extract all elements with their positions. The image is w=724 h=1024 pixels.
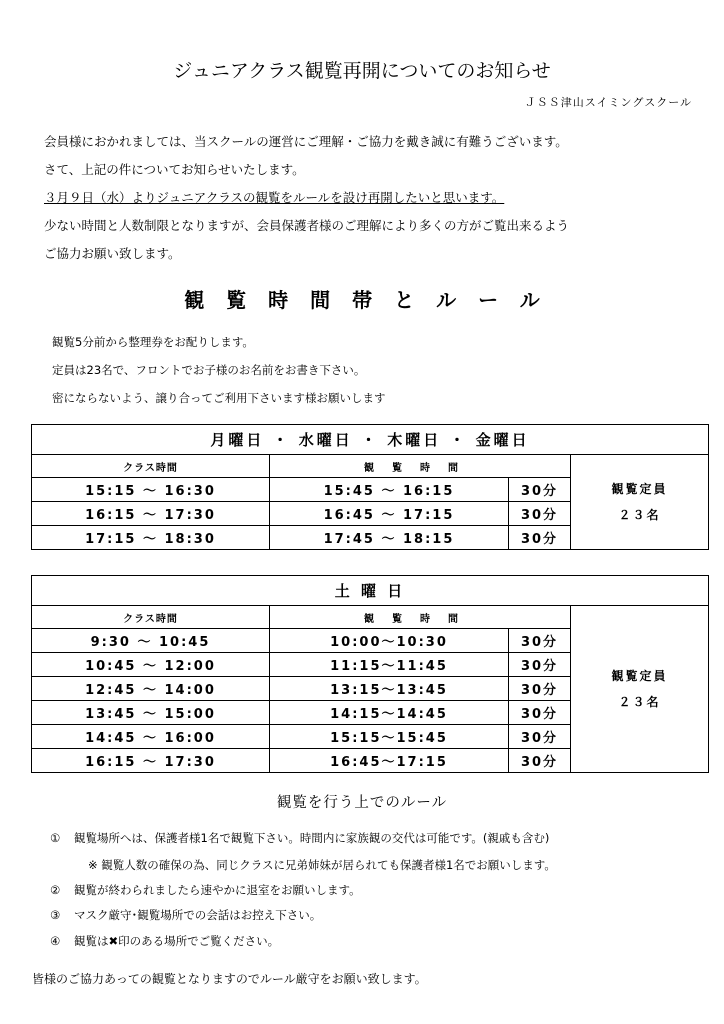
intro-line: 少ない時間と人数制限となりますが、会員保護者様のご理解により多くの方がご覧出来るよう (44, 218, 570, 233)
section-title: 観覧時間帯とルール (184, 288, 562, 312)
class-time: 10:45 ～ 12:00 (32, 653, 270, 677)
capacity-value: ２３名 (618, 695, 661, 709)
class-time: 14:45 ～ 16:00 (32, 725, 270, 749)
class-time: 13:45 ～ 15:00 (32, 701, 270, 725)
duration: 30分 (509, 478, 571, 502)
rule-text: 観覧場所へは、保護者様1名で観覧下さい。時間内に家族観の交代は可能です。(親戚も含む) (74, 831, 550, 845)
observation-rule-note (88, 857, 556, 873)
duration: 30分 (509, 502, 571, 526)
class-time: 15:15 ～ 16:30 (32, 478, 270, 502)
duration: 30分 (509, 629, 571, 653)
observe-time: 17:45 ～ 18:15 (270, 526, 509, 550)
table-header: 土 曜 日 (32, 576, 709, 606)
observe-time: 13:15～13:45 (270, 677, 509, 701)
organization-name: ＪＳＳ津山スイミングスクール (524, 96, 692, 109)
rule-number: ③ (50, 908, 61, 922)
class-time: 16:15 ～ 17:30 (32, 749, 270, 773)
class-time: 9:30 ～ 10:45 (32, 629, 270, 653)
rule-text: マスク厳守･観覧場所での会話はお控え下さい。 (74, 908, 322, 922)
observe-time: 11:15～11:45 (270, 653, 509, 677)
duration: 30分 (509, 701, 571, 725)
duration: 30分 (509, 526, 571, 550)
observe-time: 16:45～17:15 (270, 749, 509, 773)
column-header-observe-time: 観覧時間 (270, 455, 571, 478)
duration: 30分 (509, 677, 571, 701)
class-time: 16:15 ～ 17:30 (32, 502, 270, 526)
weekday-schedule-table (31, 424, 709, 550)
rule-number: ① (50, 831, 61, 845)
observe-time: 14:15～14:45 (270, 701, 509, 725)
rule-text: 観覧は✖印のある場所でご覧ください。 (74, 934, 280, 948)
observation-rule-item (50, 907, 321, 923)
intro-line: さて、上記の件についてお知らせいたします。 (44, 162, 305, 177)
capacity-label: 観覧定員 (611, 482, 668, 496)
table-header: 月曜日 ・ 水曜日 ・ 木曜日 ・ 金曜日 (32, 425, 709, 455)
observe-time: 15:45 ～ 16:15 (270, 478, 509, 502)
rule-line: 定員は23名で、フロントでお子様のお名前をお書き下さい。 (52, 363, 366, 377)
observation-rule-item (50, 933, 279, 949)
intro-line-underlined: ３月９日（水）よりジュニアクラスの観覧をルールを設け再開したいと思います。 (44, 190, 505, 205)
rule-number: ② (50, 883, 61, 897)
duration: 30分 (509, 653, 571, 677)
saturday-schedule-table (31, 575, 709, 773)
rule-text: 観覧が終わられましたら速やかに退室をお願いします。 (74, 883, 361, 897)
duration: 30分 (509, 725, 571, 749)
page-title: ジュニアクラス観覧再開についてのお知らせ (173, 60, 551, 82)
capacity-cell (571, 455, 709, 550)
observation-rule-item (50, 830, 549, 846)
intro-line: ご協力お願い致します。 (44, 246, 181, 261)
capacity-label: 観覧定員 (611, 669, 668, 683)
class-time: 17:15 ～ 18:30 (32, 526, 270, 550)
column-header-observe-time: 観覧時間 (270, 606, 571, 629)
rule-text: ※ 観覧人数の確保の為、同じクラスに兄弟姉妹が居られても保護者様1名でお願いします。 (88, 858, 556, 872)
duration: 30分 (509, 749, 571, 773)
column-header-class-time: クラス時間 (32, 606, 270, 629)
column-header-class-time: クラス時間 (32, 455, 270, 478)
observe-time: 10:00～10:30 (270, 629, 509, 653)
observe-time: 16:45 ～ 17:15 (270, 502, 509, 526)
capacity-cell (571, 606, 709, 773)
rule-line: 観覧5分前から整理券をお配りします。 (52, 335, 254, 349)
class-time: 12:45 ～ 14:00 (32, 677, 270, 701)
observation-rules-title: 観覧を行う上でのルール (276, 795, 448, 811)
rule-line: 密にならないよう、譲り合ってご利用下さいます様お願いします (52, 391, 386, 405)
closing-text: 皆様のご協力あっての観覧となりますのでルール厳守をお願い致します。 (32, 972, 427, 986)
observation-rule-item (50, 882, 361, 898)
capacity-value: ２３名 (618, 508, 661, 522)
observe-time: 15:15～15:45 (270, 725, 509, 749)
rule-number: ④ (50, 934, 61, 948)
intro-line: 会員様におかれましては、当スクールの運営にご理解・ご協力を戴き誠に有難うございます。 (44, 134, 568, 149)
